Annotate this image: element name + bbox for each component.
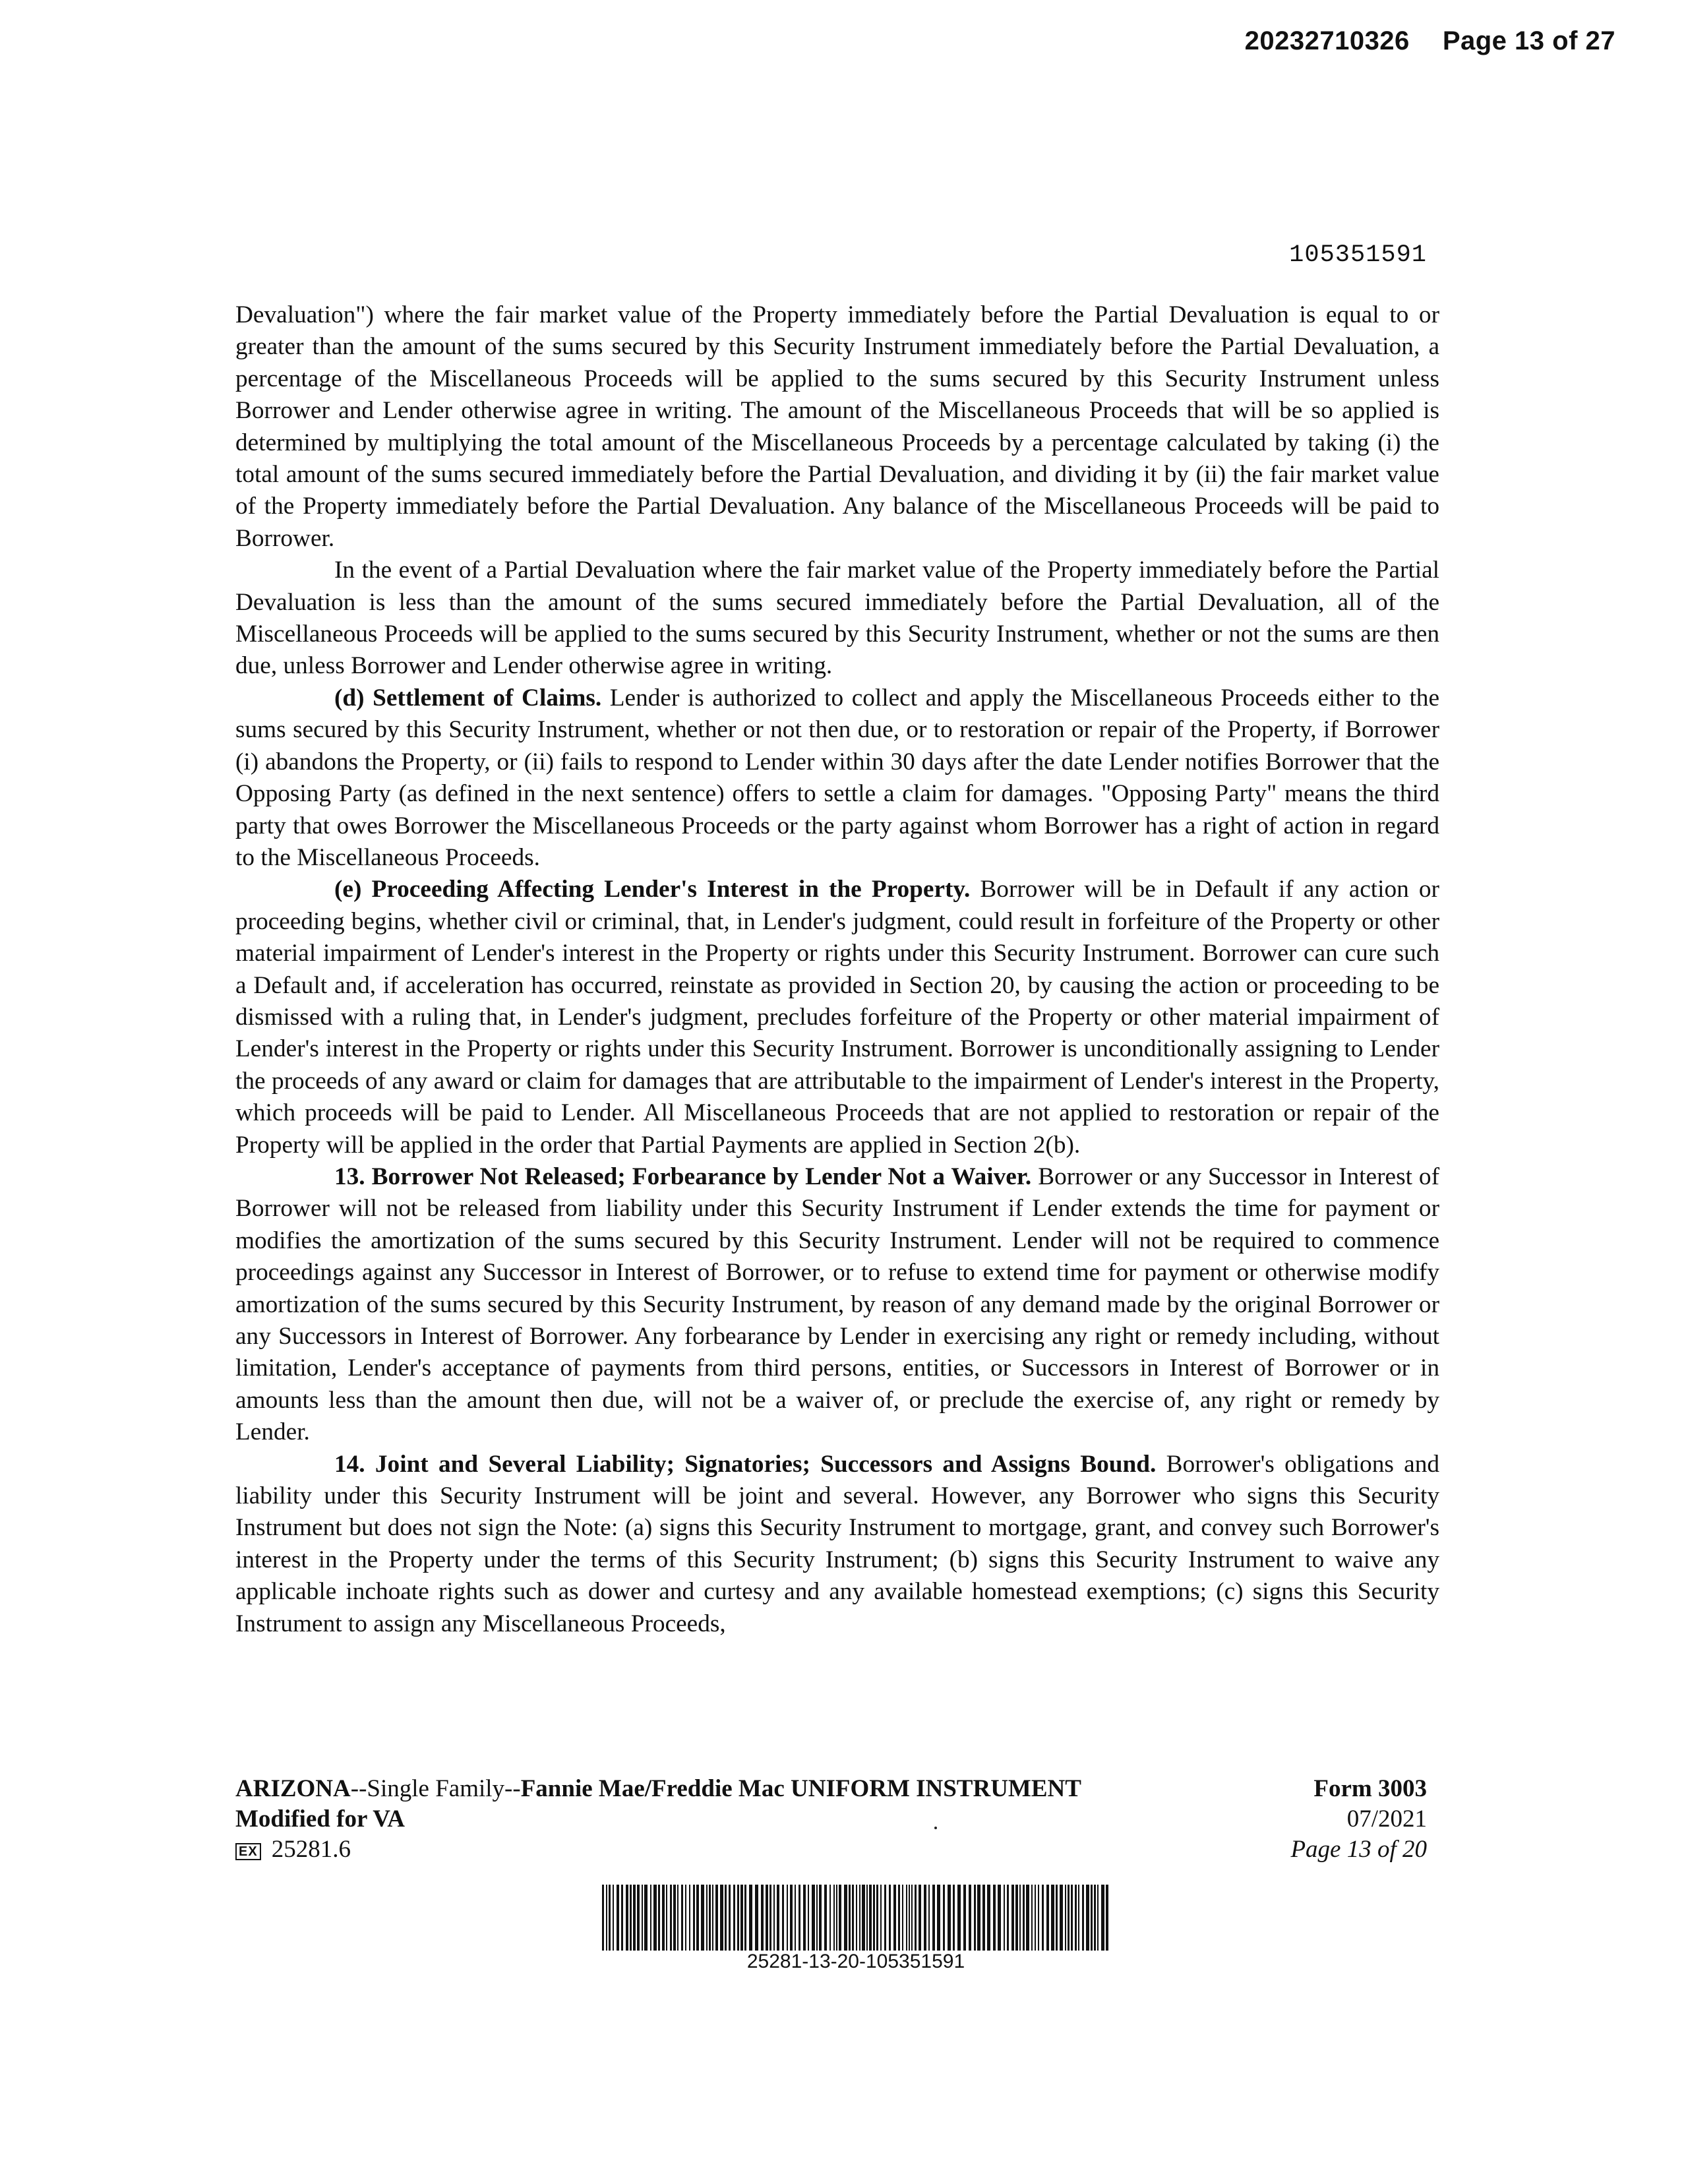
paragraph: [235, 555, 1439, 682]
instrument-title: [235, 1774, 1081, 1804]
doc-code-line: [235, 1835, 1081, 1865]
paragraph-text: Borrower will be in Default if any action or proceeding begins, whether civil or criminal, that, in Lender's judgment, could result in forfeiture of the Property or other material impairment of Lender's interest in the Property or rights under this Security Instrument. Borrower can cure such a Default and, if acceleration has occurred, reinstate as provided in Section 20, by causing the action or proceeding to be dismissed with a ruling that, in Lender's judgment, precludes forfeiture of the Property or other material impairment of Lender's interest in the Property or rights under this Security Instrument. Borrower is unconditionally assigning to Lender the proceeds of any award or claim for damages that are attributable to the impairment of Lender's interest in the Property, which proceeds will be paid to Lender. All Miscellaneous Proceeds that are not applied to restoration or repair of the Property will be applied in the order that Partial Payments are applied in Section 2(b).: [235, 876, 1439, 1159]
section-settlement-of-claims: [235, 682, 1439, 874]
section-proceeding-affecting-interest: [235, 874, 1439, 1161]
barcode-number: 25281-13-20-105351591: [746, 1951, 965, 1972]
section-14-joint-several-liability: [235, 1449, 1439, 1640]
instrument-name: Fannie Mae/Freddie Mac UNIFORM INSTRUMENT: [520, 1775, 1081, 1802]
recording-page-number: Page 13 of 27: [1442, 26, 1615, 55]
section-heading: 14. Joint and Several Liability; Signatories; Successors and Assigns Bound.: [334, 1450, 1157, 1478]
modified-for-label: Modified for VA: [235, 1805, 405, 1833]
recording-header: [1245, 26, 1615, 56]
paragraph-text: Borrower's obligations and liability under this Security Instrument will be joint and several. However, any Borrower who signs this Security Instrument but does not sign the Note: (a) signs this Security Instrument to mortgage, grant, and convey such Borrower's interest in the Property under the terms of this Security Instrument; (b) signs this Security Instrument to waive any applicable inchoate rights such as dower and curtesy and any available homestead exemptions; (c) signs this Security Instrument to assign any Miscellaneous Proceeds,: [235, 1450, 1439, 1637]
doc-code: 25281.6: [271, 1836, 351, 1863]
ex-logo-icon: EX: [235, 1843, 261, 1860]
form-page-number: Page 13 of 20: [1290, 1836, 1427, 1863]
section-13-borrower-not-released: [235, 1161, 1439, 1449]
paragraph-text: Devaluation") where the fair market value of the Property immediately before the Partial Devaluation is equal to or greater than the amount of the sums secured by this Security Instrument immediately before the Partial Devaluation, a percentage of the Miscellaneous Proceeds will be applied to the sums secured by this Security Instrument unless Borrower and Lender otherwise agree in writing. The amount of the Miscellaneous Proceeds that will be so applied is determined by multiplying the total amount of the Miscellaneous Proceeds by a percentage calculated by taking (i) the total amount of the sums secured immediately before the Partial Devaluation, and dividing it by (ii) the fair market value of the Property immediately before the Partial Devaluation. Any balance of the Miscellaneous Proceeds will be paid to Borrower.: [235, 301, 1439, 552]
section-heading: (d) Settlement of Claims.: [334, 684, 602, 712]
loan-number: 105351591: [1289, 241, 1427, 269]
stray-mark: [934, 1827, 937, 1829]
form-footer-right: [1290, 1774, 1427, 1865]
form-footer-left: [235, 1774, 1081, 1865]
barcode-icon: [602, 1885, 1110, 1951]
paragraph-text: Borrower or any Successor in Interest of Borrower will not be released from liability under this Security Instrument if Lender extends the time for payment or modifies the amortization of the sums secured by this Security Instrument. Lender will not be required to commence proceedings against any Successor in Interest of Borrower, or to refuse to extend time for payment or otherwise modify amortization of the sums secured by this Security Instrument, by reason of any demand made by the original Borrower or any Successors in Interest of Borrower. Any forbearance by Lender in exercising any right or remedy including, without limitation, Lender's acceptance of payments from third persons, entities, or Successors in Interest of Borrower or in amounts less than the amount then due, will not be a waiver of, or preclude the exercise of, any right or remedy by Lender.: [235, 1163, 1439, 1446]
paragraph: [235, 299, 1439, 555]
paragraph-text: In the event of a Partial Devaluation where the fair market value of the Property immediately before the Partial Devaluation is less than the amount of the sums secured immediately before the Partial Devaluation, all of the Miscellaneous Proceeds will be applied to the sums secured by this Security Instrument, whether or not the sums are then due, unless Borrower and Lender otherwise agree in writing.: [235, 557, 1439, 680]
section-heading: (e) Proceeding Affecting Lender's Interest in the Property.: [334, 876, 971, 903]
recording-document-number: 20232710326: [1244, 26, 1410, 55]
paragraph-text: Lender is authorized to collect and apply the Miscellaneous Proceeds either to the sums secured by this Security Instrument, whether or not then due, or to restoration or repair of the Property, if Borrower (i) abandons the Property, or (ii) fails to respond to Lender within 30 days after the date Lender notifies Borrower that the Opposing Party (as defined in the next sentence) offers to settle a claim for damages. "Opposing Party" means the third party that owes Borrower the Miscellaneous Proceeds or the party against whom Borrower has a right of action in regard to the Miscellaneous Proceeds.: [235, 684, 1440, 871]
form-date: 07/2021: [1346, 1805, 1427, 1833]
state-description: --Single Family--: [350, 1775, 521, 1802]
form-number: Form 3003: [1313, 1775, 1427, 1802]
state-label: ARIZONA: [235, 1775, 351, 1802]
document-body: [235, 299, 1439, 1640]
section-heading: 13. Borrower Not Released; Forbearance by Lender Not a Waiver.: [334, 1163, 1032, 1190]
